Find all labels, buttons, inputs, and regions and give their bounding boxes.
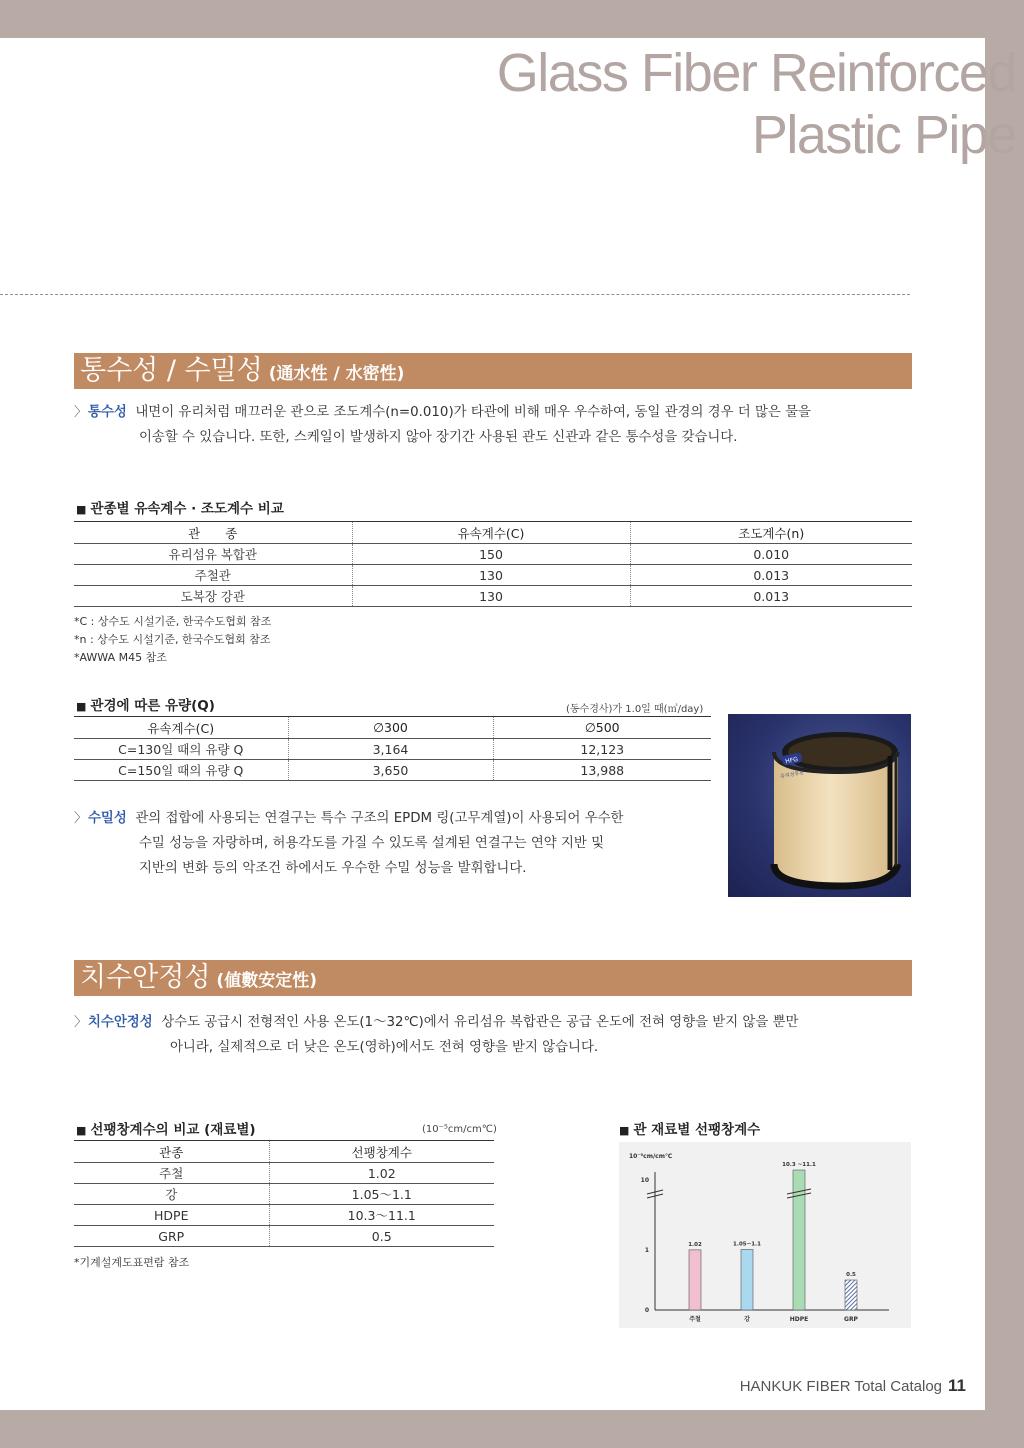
- note-line: *AWWA M45 참조: [74, 651, 167, 664]
- table-cell: 도복장 강관: [74, 586, 352, 607]
- dashed-divider: [0, 294, 910, 295]
- table-title-flow-rate: ■ 관경에 따른 유량(Q): [76, 698, 215, 714]
- page-number: 11: [948, 1376, 966, 1395]
- chevron-right-icon: 〉: [74, 811, 88, 826]
- table-title-text: 선팽창계수의 비교 (재료별): [90, 1122, 256, 1138]
- pipe-photo: [728, 714, 911, 897]
- bar-주철: [689, 1250, 701, 1310]
- stability-keyword: 치수안정성: [88, 1015, 153, 1030]
- x-tick-label: 강: [744, 1316, 750, 1323]
- flow-line-1: 내면이 유리처럼 매끄러운 관으로 조도계수(n=0.010)가 타관에 비해 매우 우수하여, 동일 관경의 경우 더 많은 물을: [135, 405, 811, 420]
- table-title-text: 관종별 유속계수 · 조도계수 비교: [90, 501, 284, 517]
- bottom-border: [0, 1410, 1024, 1448]
- data-label: 10.3 ~11.1: [782, 1162, 816, 1168]
- table-unit: (10⁻⁵cm/cm℃): [422, 1124, 497, 1135]
- top-border: [0, 0, 1024, 38]
- watertight-line-2: 수밀 성능을 자랑하며, 허용각도를 가질 수 있도록 설계된 연결구는 연약 지반 및: [139, 836, 605, 851]
- x-tick-label: GRP: [844, 1316, 858, 1323]
- y-tick-label: 10: [640, 1177, 649, 1184]
- table-header: 관 종: [74, 522, 352, 544]
- expansion-chart-svg: [619, 1142, 911, 1328]
- flow-keyword: 통수성: [88, 405, 127, 420]
- chart-title: ■ 관 재료별 선팽창계수: [619, 1122, 761, 1138]
- footer-text: HANKUK FIBER Total Catalog: [739, 1378, 943, 1395]
- table-unit: (동수경사)가 1.0일 때(㎥/day): [566, 704, 704, 715]
- coefficient-table: [74, 521, 912, 607]
- table-header: ∅300: [288, 717, 493, 739]
- right-border: [985, 0, 1024, 1448]
- table-cell: 13,988: [493, 760, 711, 781]
- table-row: [74, 760, 711, 781]
- table-cell: 0.013: [630, 586, 912, 607]
- watertight-paragraph: [74, 806, 714, 881]
- chevron-right-icon: 〉: [74, 1015, 88, 1030]
- section-heading-dimensional-stability: [74, 960, 912, 996]
- watertight-line-1: 관의 접합에 사용되는 연결구는 특수 구조의 EPDM 링(고무계열)이 사용되어 우수한: [135, 811, 624, 826]
- x-tick-label: HDPE: [789, 1316, 809, 1323]
- photo-logo-text: HFG: [784, 755, 799, 766]
- table-cell: 130: [352, 565, 630, 586]
- section-heading-text: 통수성 / 수밀성: [80, 355, 263, 386]
- table-row: [74, 1226, 494, 1247]
- table-header: 선팽창계수: [269, 1141, 494, 1163]
- chart-title-text: 관 재료별 선팽창계수: [633, 1122, 761, 1138]
- table-row: [74, 565, 912, 586]
- section-heading-text: 치수안정성: [80, 962, 211, 993]
- title-line-2: Plastic Pipe: [751, 105, 1016, 165]
- table-cell: 1.02: [269, 1163, 494, 1184]
- flow-paragraph: [74, 400, 924, 450]
- chevron-right-icon: 〉: [74, 405, 88, 420]
- y-tick-label: 0: [644, 1307, 649, 1314]
- table-cell: 주철관: [74, 565, 352, 586]
- table-title-coefficients: ■ 관종별 유속계수 · 조도계수 비교: [76, 501, 284, 517]
- expansion-chart: [619, 1142, 911, 1328]
- y-axis-label: 10⁻⁵cm/cm℃: [629, 1153, 673, 1160]
- table-cell: 0.013: [630, 565, 912, 586]
- photo-band-text: 유리섬유관: [779, 769, 805, 781]
- section-heading-flow: [74, 353, 912, 389]
- table-header: ∅500: [493, 717, 711, 739]
- table-row: [74, 1184, 494, 1205]
- table-row: [74, 739, 711, 760]
- table-cell: 12,123: [493, 739, 711, 760]
- flow-line-2: 이송할 수 있습니다. 또한, 스케일이 발생하지 않아 장기간 사용된 관도 신관과 같은 통수성을 갖습니다.: [139, 430, 738, 445]
- y-tick-label: 1: [644, 1247, 649, 1254]
- note-line: *n : 상수도 시설기준, 한국수도협회 참조: [74, 633, 271, 646]
- table-row: [74, 586, 912, 607]
- table-cell: HDPE: [74, 1205, 269, 1226]
- table-title-text: 관경에 따른 유량(Q): [90, 698, 215, 714]
- data-label: 0.5: [846, 1272, 856, 1278]
- stability-paragraph: [74, 1010, 924, 1060]
- table-header: 유속계수(C): [352, 522, 630, 544]
- pipe-coupling-image: [728, 714, 911, 897]
- table-cell: 0.010: [630, 544, 912, 565]
- table-cell: GRP: [74, 1226, 269, 1247]
- section-heading-sub: (値數安定性): [216, 970, 317, 991]
- table-cell: 130: [352, 586, 630, 607]
- expansion-table: [74, 1140, 494, 1247]
- table-cell: 1.05～1.1: [269, 1184, 494, 1205]
- table-row: [74, 544, 912, 565]
- table-title-expansion: ■ 선팽창계수의 비교 (재료별): [76, 1122, 256, 1138]
- page-title: [497, 42, 1016, 166]
- stability-line-2: 아니라, 실제적으로 더 낮은 온도(영하)에서도 전혀 영향을 받지 않습니다.: [170, 1040, 599, 1055]
- x-tick-label: 주철: [689, 1316, 701, 1323]
- title-line-1: Glass Fiber Reinforced: [496, 43, 1016, 103]
- table-cell: C=150일 때의 유량 Q: [74, 760, 288, 781]
- watertight-line-3: 지반의 변화 등의 악조건 하에서도 우수한 수밀 성능을 발휘합니다.: [139, 861, 527, 876]
- table-notes: [74, 613, 271, 667]
- table-cell: 10.3～11.1: [269, 1205, 494, 1226]
- table-cell: 주철: [74, 1163, 269, 1184]
- table-header: 관종: [74, 1141, 269, 1163]
- table-note: *기계설계도표편람 참조: [74, 1256, 190, 1269]
- table-cell: 3,650: [288, 760, 493, 781]
- footer: [740, 1376, 966, 1396]
- flow-rate-table: [74, 716, 711, 781]
- table-header: 조도계수(n): [630, 522, 912, 544]
- table-header: 유속계수(C): [74, 717, 288, 739]
- table-row: [74, 1163, 494, 1184]
- table-cell: 유리섬유 복합관: [74, 544, 352, 565]
- bar-강: [741, 1249, 753, 1310]
- note-line: *C : 상수도 시설기준, 한국수도협회 참조: [74, 615, 272, 628]
- section-heading-sub: (通水性 / 水密性): [268, 363, 405, 384]
- stability-line-1: 상수도 공급시 전형적인 사용 온도(1～32℃)에서 유리섬유 복합관은 공급 온도에 전혀 영향을 받지 않을 뿐만: [161, 1015, 799, 1030]
- table-cell: C=130일 때의 유량 Q: [74, 739, 288, 760]
- table-row: [74, 1205, 494, 1226]
- watertight-keyword: 수밀성: [88, 811, 127, 826]
- data-label: 1.05~1.1: [733, 1241, 761, 1248]
- table-cell: 강: [74, 1184, 269, 1205]
- bar-GRP: [845, 1280, 857, 1310]
- table-cell: 0.5: [269, 1226, 494, 1247]
- data-label: 1.02: [688, 1241, 702, 1248]
- table-cell: 150: [352, 544, 630, 565]
- table-cell: 3,164: [288, 739, 493, 760]
